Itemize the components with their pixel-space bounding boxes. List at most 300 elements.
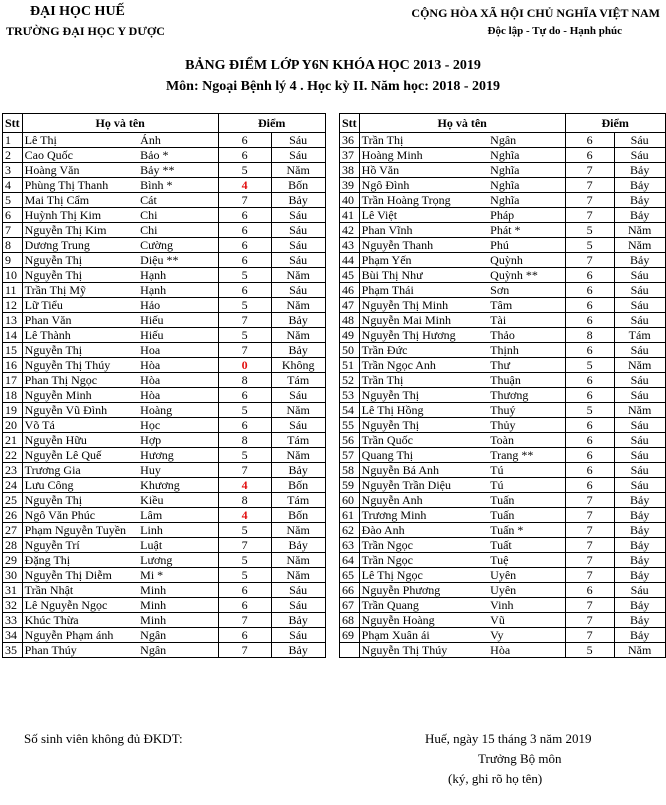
row-score: 5: [218, 448, 271, 463]
row-score-word: Năm: [271, 163, 325, 178]
row-stt: 60: [340, 493, 360, 508]
not-eligible-label: Số sinh viên không đủ ĐKDT:: [24, 731, 183, 746]
row-last-name: Trần Ngọc: [359, 538, 488, 553]
table-row: [340, 283, 666, 298]
row-score: 6: [218, 628, 271, 643]
row-last-name: Lê Việt: [359, 208, 488, 223]
row-stt: 30: [3, 568, 23, 583]
row-stt: 62: [340, 523, 360, 538]
row-stt: 51: [340, 358, 360, 373]
table-row: [340, 238, 666, 253]
table-row: [340, 178, 666, 193]
row-first-name: Thương: [488, 388, 565, 403]
table-row: [340, 643, 666, 658]
row-score-word: Sáu: [271, 238, 325, 253]
row-last-name: Phạm Nguyễn Tuyền: [22, 523, 138, 538]
table-row: [3, 418, 326, 433]
row-score-word: Năm: [614, 358, 665, 373]
table-row: [340, 328, 666, 343]
row-last-name: Nguyễn Trần Diệu: [359, 478, 488, 493]
row-score-word: Bốn: [271, 478, 325, 493]
row-last-name: Lê Thành: [22, 328, 138, 343]
row-first-name: Hoa: [138, 343, 218, 358]
row-score: 6: [565, 133, 614, 148]
table-row: [340, 193, 666, 208]
row-last-name: Nguyễn Lê Quế: [22, 448, 138, 463]
row-first-name: Nghĩa: [488, 178, 565, 193]
row-score-word: Năm: [271, 553, 325, 568]
row-last-name: Nguyễn Phạm ánh: [22, 628, 138, 643]
row-last-name: Võ Tá: [22, 418, 138, 433]
row-first-name: Thủy: [488, 418, 565, 433]
row-first-name: Bảy **: [138, 163, 218, 178]
row-score-word: Năm: [271, 523, 325, 538]
table-row: [3, 343, 326, 358]
row-score: 6: [565, 283, 614, 298]
row-stt: 53: [340, 388, 360, 403]
row-last-name: Nguyễn Thị Hương: [359, 328, 488, 343]
row-score-word: Sáu: [271, 133, 325, 148]
row-first-name: Ngân: [488, 133, 565, 148]
table-row: [3, 328, 326, 343]
row-first-name: Phát *: [488, 223, 565, 238]
row-last-name: Nguyễn Thị Kim: [22, 223, 138, 238]
row-first-name: Học: [138, 418, 218, 433]
row-stt: 2: [3, 148, 23, 163]
row-last-name: Dương Trung: [22, 238, 138, 253]
row-first-name: Hòa: [138, 373, 218, 388]
row-score-word: Sáu: [614, 448, 665, 463]
table-row: [340, 553, 666, 568]
row-score-word: Năm: [271, 568, 325, 583]
row-score-word: Sáu: [614, 148, 665, 163]
row-score: 6: [218, 583, 271, 598]
row-score-word: Bảy: [614, 538, 665, 553]
table-row: [3, 193, 326, 208]
header-score: Điểm: [565, 114, 665, 133]
row-score-word: Sáu: [271, 148, 325, 163]
row-score: 7: [565, 253, 614, 268]
row-score-word: Bảy: [271, 193, 325, 208]
row-first-name: Tú: [488, 463, 565, 478]
table-row: [340, 598, 666, 613]
row-first-name: Diệu **: [138, 253, 218, 268]
row-first-name: Lâm: [138, 508, 218, 523]
table-row: [340, 253, 666, 268]
row-first-name: Vy: [488, 628, 565, 643]
row-score: 5: [565, 403, 614, 418]
table-row: [340, 478, 666, 493]
row-stt: 38: [340, 163, 360, 178]
row-score-word: Sáu: [614, 418, 665, 433]
table-row: [3, 628, 326, 643]
row-score: 6: [565, 418, 614, 433]
row-stt: 25: [3, 493, 23, 508]
row-first-name: Tuệ: [488, 553, 565, 568]
row-first-name: Toàn: [488, 433, 565, 448]
row-last-name: Nguyễn Phương: [359, 583, 488, 598]
row-score-word: Bảy: [614, 628, 665, 643]
row-score-word: Sáu: [614, 343, 665, 358]
row-stt: 67: [340, 598, 360, 613]
row-score-word: Sáu: [271, 598, 325, 613]
row-stt: 22: [3, 448, 23, 463]
row-score: 7: [218, 643, 271, 658]
row-stt: 57: [340, 448, 360, 463]
row-score: 7: [565, 493, 614, 508]
row-last-name: Cao Quốc: [22, 148, 138, 163]
row-last-name: Trần Thị: [359, 133, 488, 148]
row-last-name: Nguyễn Thị Thúy: [22, 358, 138, 373]
table-row: [340, 448, 666, 463]
row-score: 7: [218, 343, 271, 358]
row-stt: 59: [340, 478, 360, 493]
row-stt: 15: [3, 343, 23, 358]
row-first-name: Nghĩa: [488, 163, 565, 178]
row-score-word: Sáu: [614, 478, 665, 493]
row-score-word: Bảy: [614, 163, 665, 178]
row-first-name: Quỳnh: [488, 253, 565, 268]
row-first-name: Thuận: [488, 373, 565, 388]
row-first-name: Hiếu: [138, 328, 218, 343]
row-stt: 63: [340, 538, 360, 553]
table-row: [3, 598, 326, 613]
row-score: 5: [565, 643, 614, 658]
row-score-word: Bảy: [614, 598, 665, 613]
row-first-name: Linh: [138, 523, 218, 538]
row-stt: 29: [3, 553, 23, 568]
row-score-word: Tám: [614, 328, 665, 343]
row-score-word: Tám: [271, 373, 325, 388]
row-first-name: Hợp: [138, 433, 218, 448]
row-score-word: Tám: [271, 493, 325, 508]
row-score: 6: [218, 208, 271, 223]
row-last-name: Nguyễn Minh: [22, 388, 138, 403]
row-last-name: Mai Thị Cẩm: [22, 193, 138, 208]
row-score-word: Bảy: [271, 643, 325, 658]
row-last-name: Khúc Thừa: [22, 613, 138, 628]
row-score-word: Năm: [271, 268, 325, 283]
row-score-word: Năm: [271, 403, 325, 418]
row-score-word: Sáu: [271, 418, 325, 433]
row-score: 6: [565, 148, 614, 163]
row-score-word: Sáu: [614, 298, 665, 313]
row-first-name: Thuý: [488, 403, 565, 418]
row-stt: 45: [340, 268, 360, 283]
table-row: [3, 358, 326, 373]
row-last-name: Nguyễn Bá Anh: [359, 463, 488, 478]
table-row: [340, 628, 666, 643]
row-first-name: Hảo: [138, 298, 218, 313]
row-score: 6: [218, 418, 271, 433]
row-stt: 58: [340, 463, 360, 478]
row-first-name: Quỳnh **: [488, 268, 565, 283]
row-score: 5: [218, 568, 271, 583]
row-stt: 64: [340, 553, 360, 568]
row-score: 8: [218, 493, 271, 508]
table-row: [340, 613, 666, 628]
row-first-name: Hoàng: [138, 403, 218, 418]
row-score-word: Sáu: [271, 208, 325, 223]
table-row: [3, 313, 326, 328]
row-score: 7: [218, 193, 271, 208]
table-row: [3, 133, 326, 148]
table-row: [3, 253, 326, 268]
header-name: Họ và tên: [359, 114, 565, 133]
row-score-word: Sáu: [614, 583, 665, 598]
row-last-name: Nguyễn Thị: [22, 268, 138, 283]
row-score-word: Sáu: [614, 283, 665, 298]
row-stt: 66: [340, 583, 360, 598]
row-stt: 9: [3, 253, 23, 268]
row-first-name: Thảo: [488, 328, 565, 343]
row-score: 4: [218, 178, 271, 193]
row-score-word: Không: [271, 358, 325, 373]
row-stt: 40: [340, 193, 360, 208]
row-last-name: Lê Thị Ngọc: [359, 568, 488, 583]
grade-table-right: [339, 113, 666, 658]
row-last-name: Quang Thị: [359, 448, 488, 463]
table-row: [3, 373, 326, 388]
row-score-word: Tám: [271, 433, 325, 448]
row-last-name: Nguyễn Thị Diễm: [22, 568, 138, 583]
row-stt: 12: [3, 298, 23, 313]
row-score: 7: [565, 193, 614, 208]
row-first-name: Bình *: [138, 178, 218, 193]
table-row: [340, 373, 666, 388]
row-first-name: Tâm: [488, 298, 565, 313]
table-row: [340, 163, 666, 178]
row-stt: 10: [3, 268, 23, 283]
row-first-name: Bảo *: [138, 148, 218, 163]
row-first-name: Hạnh: [138, 268, 218, 283]
row-score: 4: [218, 478, 271, 493]
row-first-name: Minh: [138, 613, 218, 628]
row-stt: 48: [340, 313, 360, 328]
row-last-name: Lưu Công: [22, 478, 138, 493]
header-stt: Stt: [3, 114, 23, 133]
table-row: [3, 223, 326, 238]
row-last-name: Nguyễn Thị Minh: [359, 298, 488, 313]
table-row: [3, 283, 326, 298]
row-score-word: Sáu: [271, 583, 325, 598]
row-stt: 65: [340, 568, 360, 583]
row-last-name: Nguyễn Thị: [22, 493, 138, 508]
row-stt: 4: [3, 178, 23, 193]
table-row: [3, 538, 326, 553]
row-score: 5: [218, 553, 271, 568]
row-first-name: Tuấn: [488, 493, 565, 508]
table-row: [3, 403, 326, 418]
row-last-name: Nguyễn Vũ Đình: [22, 403, 138, 418]
row-last-name: Lê Thị Hồng: [359, 403, 488, 418]
row-score-word: Bảy: [614, 523, 665, 538]
row-last-name: Trần Hoàng Trọng: [359, 193, 488, 208]
row-stt: 35: [3, 643, 23, 658]
row-score: 6: [565, 433, 614, 448]
signing-date: Huế, ngày 15 tháng 3 năm 2019: [425, 731, 592, 746]
row-stt: 28: [3, 538, 23, 553]
department-head-label: Trưởng Bộ môn: [478, 751, 562, 766]
row-score: 8: [565, 328, 614, 343]
document-title: BẢNG ĐIỂM LỚP Y6N KHÓA HỌC 2013 - 2019: [185, 58, 481, 73]
row-last-name: Lữ Tiểu: [22, 298, 138, 313]
row-last-name: Phạm Xuân ái: [359, 628, 488, 643]
row-score: 6: [218, 238, 271, 253]
row-score-word: Năm: [271, 298, 325, 313]
row-score: 8: [218, 373, 271, 388]
table-row: [340, 208, 666, 223]
row-stt: 18: [3, 388, 23, 403]
row-score-word: Bảy: [271, 343, 325, 358]
row-score: 7: [218, 613, 271, 628]
row-last-name: Phan Vĩnh: [359, 223, 488, 238]
row-stt: 20: [3, 418, 23, 433]
university-name: ĐẠI HỌC HUẾ: [30, 4, 125, 19]
row-score: 7: [565, 178, 614, 193]
row-first-name: Minh: [138, 598, 218, 613]
row-score: 7: [565, 613, 614, 628]
row-score-word: Bốn: [271, 178, 325, 193]
table-row: [3, 643, 326, 658]
row-first-name: Ánh: [138, 133, 218, 148]
row-score: 7: [218, 313, 271, 328]
row-stt: 36: [340, 133, 360, 148]
row-stt: 6: [3, 208, 23, 223]
row-last-name: Nguyễn Thị Thúy: [359, 643, 488, 658]
row-stt: 14: [3, 328, 23, 343]
row-last-name: Nguyễn Mai Minh: [359, 313, 488, 328]
table-row: [3, 208, 326, 223]
row-stt: 69: [340, 628, 360, 643]
row-score: 6: [218, 283, 271, 298]
row-stt: 31: [3, 583, 23, 598]
table-body-right: [340, 133, 666, 658]
signature-note: (ký, ghi rõ họ tên): [448, 771, 543, 786]
row-first-name: Huy: [138, 463, 218, 478]
table-row: [340, 388, 666, 403]
row-stt: 8: [3, 238, 23, 253]
row-stt: 17: [3, 373, 23, 388]
row-stt: 23: [3, 463, 23, 478]
row-score-word: Sáu: [614, 313, 665, 328]
row-first-name: Nghĩa: [488, 193, 565, 208]
table-row: [3, 448, 326, 463]
row-score-word: Bảy: [614, 253, 665, 268]
row-score-word: Bảy: [614, 178, 665, 193]
table-row: [3, 508, 326, 523]
row-score: 6: [565, 448, 614, 463]
row-last-name: Lê Nguyễn Ngọc: [22, 598, 138, 613]
row-first-name: Sơn: [488, 283, 565, 298]
row-score: 5: [218, 523, 271, 538]
row-score-word: Sáu: [614, 463, 665, 478]
row-stt: 7: [3, 223, 23, 238]
row-first-name: Ngân: [138, 643, 218, 658]
row-first-name: Luật: [138, 538, 218, 553]
table-row: [3, 268, 326, 283]
row-score-word: Sáu: [271, 628, 325, 643]
table-row: [3, 613, 326, 628]
row-stt: [340, 643, 360, 658]
row-score: 6: [565, 583, 614, 598]
table-row: [340, 523, 666, 538]
row-stt: 56: [340, 433, 360, 448]
row-score: 6: [565, 313, 614, 328]
row-score-word: Sáu: [614, 268, 665, 283]
row-first-name: Vũ: [488, 613, 565, 628]
row-stt: 33: [3, 613, 23, 628]
row-last-name: Phan Thị Ngọc: [22, 373, 138, 388]
row-score-word: Bảy: [271, 613, 325, 628]
table-row: [3, 163, 326, 178]
table-row: [340, 343, 666, 358]
row-score: 4: [218, 508, 271, 523]
row-score-word: Bốn: [271, 508, 325, 523]
row-first-name: Uyên: [488, 568, 565, 583]
row-last-name: Trần Thị: [359, 373, 488, 388]
row-score-word: Năm: [614, 238, 665, 253]
row-score: 6: [565, 298, 614, 313]
national-motto: Độc lập - Tự do - Hạnh phúc: [487, 25, 622, 37]
row-score: 6: [218, 133, 271, 148]
row-stt: 16: [3, 358, 23, 373]
table-row: [340, 148, 666, 163]
table-row: [3, 388, 326, 403]
header-name: Họ và tên: [22, 114, 218, 133]
row-last-name: Lê Thị: [22, 133, 138, 148]
table-row: [340, 403, 666, 418]
row-score: 5: [218, 268, 271, 283]
row-last-name: Ngô Đình: [359, 178, 488, 193]
table-row: [340, 268, 666, 283]
row-score: 6: [218, 598, 271, 613]
row-stt: 19: [3, 403, 23, 418]
row-score-word: Năm: [614, 223, 665, 238]
row-stt: 11: [3, 283, 23, 298]
row-first-name: Nghĩa: [488, 148, 565, 163]
row-stt: 50: [340, 343, 360, 358]
row-first-name: Hạnh: [138, 283, 218, 298]
row-score: 5: [218, 328, 271, 343]
row-last-name: Nguyễn Hoàng: [359, 613, 488, 628]
table-row: [3, 238, 326, 253]
row-stt: 54: [340, 403, 360, 418]
row-score: 5: [218, 163, 271, 178]
row-score-word: Năm: [614, 403, 665, 418]
row-first-name: Hòa: [138, 358, 218, 373]
table-row: [3, 148, 326, 163]
row-last-name: Nguyễn Thị: [22, 253, 138, 268]
table-row: [340, 508, 666, 523]
row-score: 5: [565, 238, 614, 253]
row-score-word: Sáu: [614, 133, 665, 148]
row-score: 7: [565, 163, 614, 178]
table-row: [3, 583, 326, 598]
table-row: [340, 133, 666, 148]
row-last-name: Nguyễn Thanh: [359, 238, 488, 253]
row-score-word: Bảy: [614, 508, 665, 523]
row-score-word: Bảy: [614, 553, 665, 568]
row-score-word: Bảy: [614, 493, 665, 508]
header-stt: Stt: [340, 114, 360, 133]
row-stt: 46: [340, 283, 360, 298]
row-first-name: Cường: [138, 238, 218, 253]
row-first-name: Kiều: [138, 493, 218, 508]
row-score: 7: [565, 208, 614, 223]
row-stt: 27: [3, 523, 23, 538]
row-score-word: Năm: [614, 643, 665, 658]
